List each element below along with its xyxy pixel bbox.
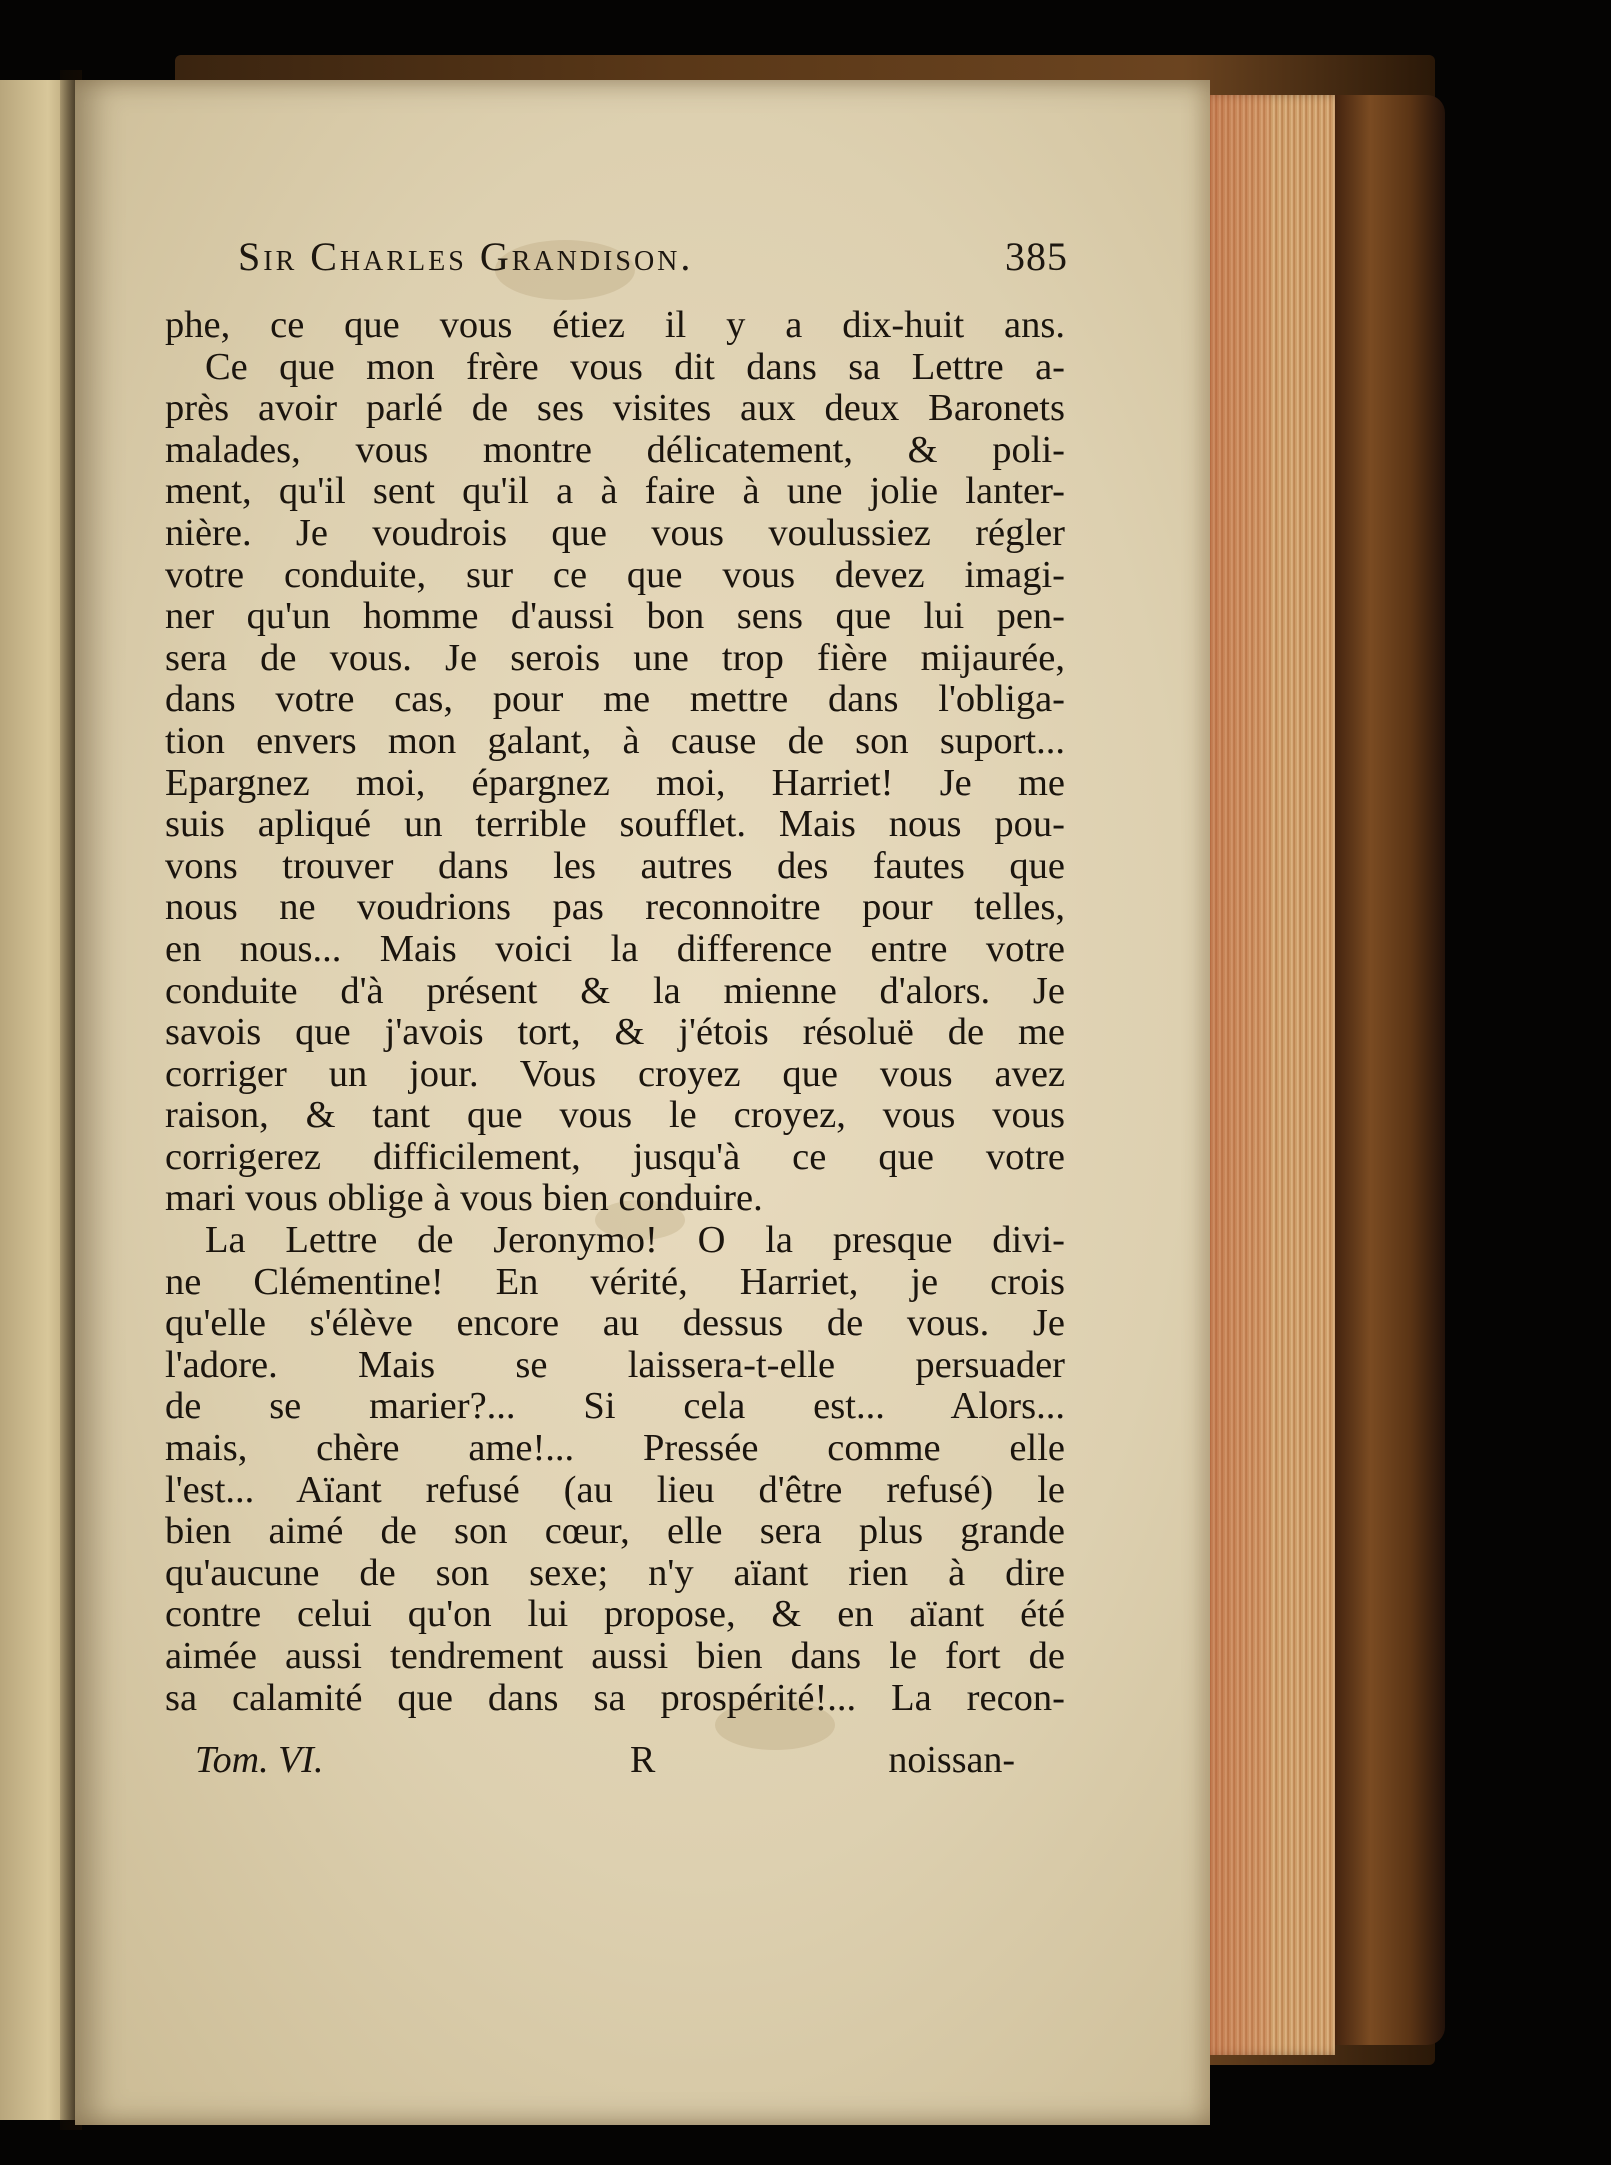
text-line: suis apliqué un terrible soufflet. Mais nous pou- <box>165 803 1065 846</box>
volume-marker: Tom. VI. <box>195 1739 324 1781</box>
text-line: près avoir parlé de ses visites aux deux Baronets <box>165 387 1065 430</box>
text-line: nous ne voudrions pas reconnoitre pour telles, <box>165 886 1065 929</box>
text-line: phe, ce que vous étiez il y a dix-huit ans. <box>165 304 1065 346</box>
text-line: contre celui qu'on lui propose, & en aïant été <box>165 1593 1065 1636</box>
running-head-title: Sir Charles Grandison. <box>238 234 694 279</box>
text-line: nière. Je voudrois que vous voulussiez régler <box>165 511 1065 554</box>
page-footer <box>165 1738 1015 1788</box>
text-line: mais, chère ame!... Pressée comme elle <box>165 1427 1065 1470</box>
text-line: en nous... Mais voici la difference entre votre <box>165 927 1065 970</box>
text-line: corrigerez difficilement, jusqu'à ce que votre <box>165 1135 1065 1178</box>
running-head <box>238 233 1068 293</box>
text-line: de se marier?... Si cela est... Alors... <box>165 1385 1065 1428</box>
catchword: noissan- <box>888 1739 1015 1781</box>
text-line: conduite d'à présent & la mienne d'alors. Je <box>165 969 1065 1012</box>
text-line: La Lettre de Jeronymo! O la presque divi- <box>205 1219 1065 1262</box>
text-line: votre conduite, sur ce que vous devez imagi- <box>165 553 1065 596</box>
text-line: savois que j'avois tort, & j'étois résoluë de me <box>165 1011 1065 1054</box>
book-spine-edge <box>1330 95 1445 2045</box>
text-line: malades, vous montre délicatement, & poli- <box>165 428 1065 471</box>
text-line: qu'elle s'élève encore au dessus de vous. Je <box>165 1302 1065 1345</box>
text-line: dans votre cas, pour me mettre dans l'obliga- <box>165 678 1065 721</box>
text-line: qu'aucune de son sexe; n'y aïant rien à dire <box>165 1551 1065 1594</box>
text-line: corriger un jour. Vous croyez que vous avez <box>165 1052 1065 1095</box>
text-line: l'adore. Mais se laissera-t-elle persuader <box>165 1343 1065 1386</box>
page-number: 385 <box>1005 234 1068 279</box>
text-line: aimée aussi tendrement aussi bien dans le fort de <box>165 1635 1065 1677</box>
text-line: tion envers mon galant, à cause de son suport... <box>165 719 1065 762</box>
text-line: Ce que mon frère vous dit dans sa Lettre a- <box>205 345 1065 388</box>
red-stained-edges <box>1210 95 1270 2055</box>
text-line: sa calamité que dans sa prospérité!... La recon- <box>165 1676 1065 1719</box>
text-line: vons trouver dans les autres des fautes que <box>165 844 1065 887</box>
signature-mark: R <box>630 1739 656 1781</box>
body-text <box>165 305 1065 1719</box>
text-line: ner qu'un homme d'aussi bon sens que lui pen- <box>165 595 1065 638</box>
text-line: raison, & tant que vous le croyez, vous vous <box>165 1094 1065 1137</box>
text-line: l'est... Aïant refusé (au lieu d'être refusé) le <box>165 1468 1065 1511</box>
text-line: mari vous oblige à vous bien conduire. <box>165 1177 763 1220</box>
text-line: Epargnez moi, épargnez moi, Harriet! Je me <box>165 761 1065 804</box>
text-line: bien aimé de son cœur, elle sera plus grande <box>165 1510 1065 1553</box>
text-line: sera de vous. Je serois une trop fière mijaurée, <box>165 636 1065 679</box>
text-line: ne Clémentine! En vérité, Harriet, je crois <box>165 1260 1065 1303</box>
text-line: ment, qu'il sent qu'il a à faire à une jolie lanter- <box>165 470 1065 513</box>
